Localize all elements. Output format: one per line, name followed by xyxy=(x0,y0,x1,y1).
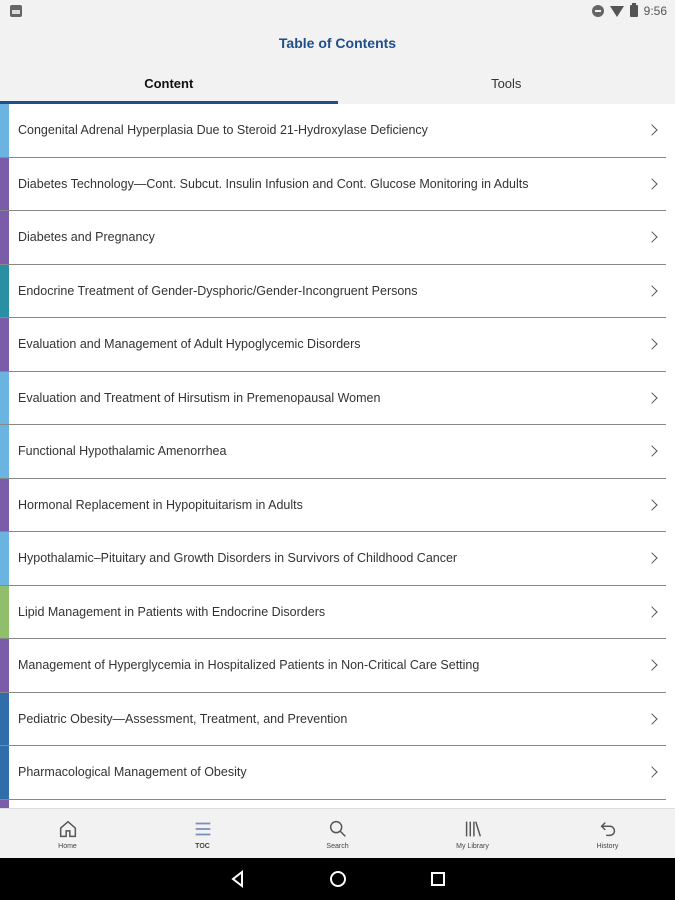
toc-item[interactable] xyxy=(0,479,666,533)
category-stripe xyxy=(0,265,9,318)
category-stripe xyxy=(0,104,9,157)
nav-label: TOC xyxy=(195,842,210,850)
chevron-right-icon xyxy=(646,392,657,403)
wifi-icon xyxy=(610,6,624,17)
nav-toc[interactable] xyxy=(135,809,270,858)
toc-item-label: Functional Hypothalamic Amenorrhea xyxy=(18,444,227,459)
toc-item[interactable] xyxy=(0,586,666,640)
category-stripe xyxy=(0,158,9,211)
nav-home[interactable] xyxy=(0,809,135,858)
toc-item[interactable] xyxy=(0,532,666,586)
toc-item[interactable] xyxy=(0,211,666,265)
toc-item[interactable] xyxy=(0,693,666,747)
page-title: Table of Contents xyxy=(278,35,397,51)
battery-icon xyxy=(630,5,638,17)
toc-item-label: Management of Hyperglycemia in Hospitalized Patients in Non-Critical Care Setting xyxy=(18,658,480,673)
category-stripe xyxy=(0,372,9,425)
nav-label: Home xyxy=(58,842,77,850)
chevron-right-icon xyxy=(646,285,657,296)
category-stripe xyxy=(0,746,9,799)
category-stripe xyxy=(0,532,9,585)
chevron-right-icon xyxy=(646,178,657,189)
status-bar xyxy=(0,0,675,24)
nav-label: History xyxy=(596,842,619,850)
chevron-right-icon xyxy=(646,125,657,136)
back-icon[interactable] xyxy=(228,869,248,889)
toc-item-label: Evaluation and Management of Adult Hypoglycemic Disorders xyxy=(18,337,361,352)
library-icon xyxy=(462,818,484,840)
chevron-right-icon xyxy=(646,339,657,350)
system-nav-bar xyxy=(0,858,675,900)
category-stripe xyxy=(0,211,9,264)
toc-item-label: Evaluation and Treatment of Hirsutism in Premenopausal Women xyxy=(18,390,381,405)
nav-label: Search xyxy=(326,842,349,850)
toc-item[interactable] xyxy=(0,372,666,426)
tab-bar xyxy=(0,62,675,104)
toc-item-label: Congenital Adrenal Hyperplasia Due to Steroid 21-Hydroxylase Deficiency xyxy=(18,123,428,138)
chevron-right-icon xyxy=(646,446,657,457)
nav-history[interactable] xyxy=(540,809,675,858)
chevron-right-icon xyxy=(646,606,657,617)
status-time: 9:56 xyxy=(643,4,667,18)
chevron-right-icon xyxy=(646,232,657,243)
toc-item-label: Lipid Management in Patients with Endocrine Disorders xyxy=(18,604,326,619)
toc-item-label: Pharmacological Management of Obesity xyxy=(18,765,247,780)
nav-label: My Library xyxy=(456,842,489,850)
toc-item-label: Pediatric Obesity—Assessment, Treatment, and Prevention xyxy=(18,711,348,726)
toc-item-label: Hormonal Replacement in Hypopituitarism in Adults xyxy=(18,497,303,512)
toc-item[interactable] xyxy=(0,639,666,693)
toc-item-label: Hypothalamic–Pituitary and Growth Disorders in Survivors of Childhood Cancer xyxy=(18,551,458,566)
tab-content[interactable]: Content xyxy=(0,62,338,104)
do-not-disturb-icon xyxy=(592,5,604,17)
category-stripe xyxy=(0,479,9,532)
category-stripe xyxy=(0,318,9,371)
category-stripe xyxy=(0,693,9,746)
search-icon xyxy=(327,818,349,840)
toc-item[interactable] xyxy=(0,104,666,158)
menu-icon xyxy=(192,818,214,840)
toc-item[interactable] xyxy=(0,425,666,479)
nav-search[interactable] xyxy=(270,809,405,858)
toc-item[interactable] xyxy=(0,746,666,800)
toc-list[interactable] xyxy=(0,104,675,809)
toc-item-label: Endocrine Treatment of Gender-Dysphoric/Gender-Incongruent Persons xyxy=(18,283,418,298)
app-header xyxy=(0,24,675,62)
home-icon xyxy=(57,818,79,840)
nav-my-library[interactable] xyxy=(405,809,540,858)
toc-item-label: Diabetes and Pregnancy xyxy=(18,230,155,245)
status-icons xyxy=(592,4,667,18)
tab-tools[interactable]: Tools xyxy=(491,75,522,91)
chevron-right-icon xyxy=(646,499,657,510)
bottom-nav xyxy=(0,808,675,858)
toc-item-label: Diabetes Technology—Cont. Subcut. Insulin Infusion and Cont. Glucose Monitoring in Adults xyxy=(18,176,529,191)
chevron-right-icon xyxy=(646,713,657,724)
overview-icon[interactable] xyxy=(428,869,448,889)
chevron-right-icon xyxy=(646,660,657,671)
chevron-right-icon xyxy=(646,767,657,778)
toc-item[interactable] xyxy=(0,158,666,212)
history-icon xyxy=(597,818,619,840)
category-stripe xyxy=(0,639,9,692)
category-stripe xyxy=(0,425,9,478)
toc-item[interactable] xyxy=(0,318,666,372)
chevron-right-icon xyxy=(646,553,657,564)
home-circle-icon[interactable] xyxy=(328,869,348,889)
toc-item[interactable] xyxy=(0,265,666,319)
category-stripe xyxy=(0,586,9,639)
image-notification-icon xyxy=(10,5,22,17)
